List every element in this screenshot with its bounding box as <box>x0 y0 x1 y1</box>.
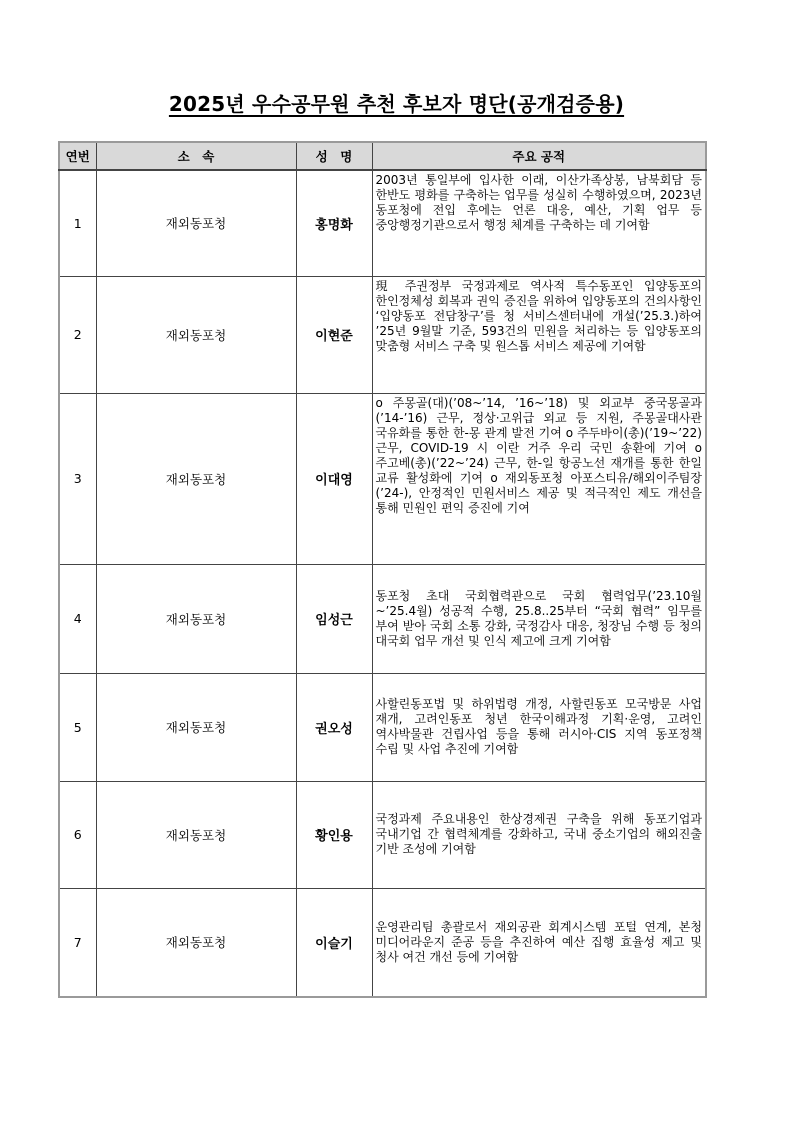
row-achievement: 2003년 통일부에 입사한 이래, 이산가족상봉, 남북회담 등 한반도 평화를 구축하는 업무를 성실히 수행하였으며, 2023년 동포청에 전입 후에는 언론 대응, 예산, 기획 업무 등 중앙행정기관으로서 행정 체계를 구축하는 데 기여함 <box>372 170 706 276</box>
table-row <box>59 673 706 781</box>
header-name: 성 명 <box>296 142 372 170</box>
row-achievement: 운영관리팀 총괄로서 재외공관 회계시스템 포털 연계, 본청 미디어라운지 준공 등을 추진하여 예산 집행 효율성 제고 및 청사 여건 개선 등에 기여함 <box>372 888 706 997</box>
table-row <box>59 781 706 888</box>
row-no: 1 <box>59 170 96 276</box>
row-achievement: o 주몽골(대)(’08~’14, ’16~’18) 및 외교부 중국몽골과 (’14-’16) 근무, 정상·고위급 외교 등 지원, 주몽골대사관 국유화를 통한 한-몽 관계 발전 기여 o 주두바이(총)(’19~’22) 근무, COVID-19 시 이란 거주 우리 국민 송환에 기여 o 주고베(총)(’22~’24) 근무, 한-일 항공노선 재개를 통한 한일 교류 활성화에 기여 o 재외동포청 아포스티유/해외이주팀장(’24-), 안정적인 민원서비스 제공 및 적극적인 제도 개선을 통해 민원인 편익 증진에 기여 <box>372 393 706 564</box>
row-name: 이슬기 <box>296 888 372 997</box>
row-no: 6 <box>59 781 96 888</box>
row-org: 재외동포청 <box>96 276 296 393</box>
row-org: 재외동포청 <box>96 673 296 781</box>
row-no: 4 <box>59 564 96 673</box>
row-achievement: 사할린동포법 및 하위법령 개정, 사할린동포 모국방문 사업 재개, 고려인동포 청년 한국이해과정 기획·운영, 고려인 역사박물관 건립사업 등을 통해 러시아·CIS 지역 동포정책 수립 및 사업 추진에 기여함 <box>372 673 706 781</box>
header-achievement: 주요 공적 <box>372 142 706 170</box>
row-no: 3 <box>59 393 96 564</box>
table-row <box>59 393 706 564</box>
table-row <box>59 888 706 997</box>
row-achievement: 동포청 초대 국회협력관으로 국회 협력업무(’23.10월~’25.4월) 성공적 수행, 25.8..25부터 “국회 협력” 임무를 부여 받아 국회 소통 강화, 국정감사 대응, 청장님 수행 등 청의 대국회 업무 개선 및 인식 제고에 크게 기여함 <box>372 564 706 673</box>
row-name: 이대영 <box>296 393 372 564</box>
row-org: 재외동포청 <box>96 888 296 997</box>
row-achievement: 국정과제 주요내용인 한상경제권 구축을 위해 동포기업과 국내기업 간 협력체계를 강화하고, 국내 중소기업의 해외진출 기반 조성에 기여함 <box>372 781 706 888</box>
row-org: 재외동포청 <box>96 170 296 276</box>
table-row <box>59 564 706 673</box>
header-no: 연번 <box>59 142 96 170</box>
row-name: 권오성 <box>296 673 372 781</box>
row-no: 2 <box>59 276 96 393</box>
row-achievement: 現 주권정부 국정과제로 역사적 특수동포인 입양동포의 한인정체성 회복과 권익 증진을 위하여 입양동포의 건의사항인 ‘입양동포 전담창구’를 청 서비스센터내에 개설(’25.3.)하여 ’25년 9월말 기준, 593건의 민원을 처리하는 등 입양동포의 맞춤형 서비스 구축 및 원스톱 서비스 제공에 기여함 <box>372 276 706 393</box>
row-org: 재외동포청 <box>96 564 296 673</box>
row-name: 홍명화 <box>296 170 372 276</box>
table-row <box>59 170 706 276</box>
document-title <box>0 88 793 117</box>
header-org: 소 속 <box>96 142 296 170</box>
row-org: 재외동포청 <box>96 781 296 888</box>
document-title-text: 2025년 우수공무원 추천 후보자 명단(공개검증용) <box>168 92 625 116</box>
row-name: 임성근 <box>296 564 372 673</box>
table-row <box>59 276 706 393</box>
row-org: 재외동포청 <box>96 393 296 564</box>
row-no: 5 <box>59 673 96 781</box>
row-name: 이현준 <box>296 276 372 393</box>
row-name: 황인용 <box>296 781 372 888</box>
candidate-table <box>58 141 707 998</box>
row-no: 7 <box>59 888 96 997</box>
table-header-row <box>59 142 706 170</box>
